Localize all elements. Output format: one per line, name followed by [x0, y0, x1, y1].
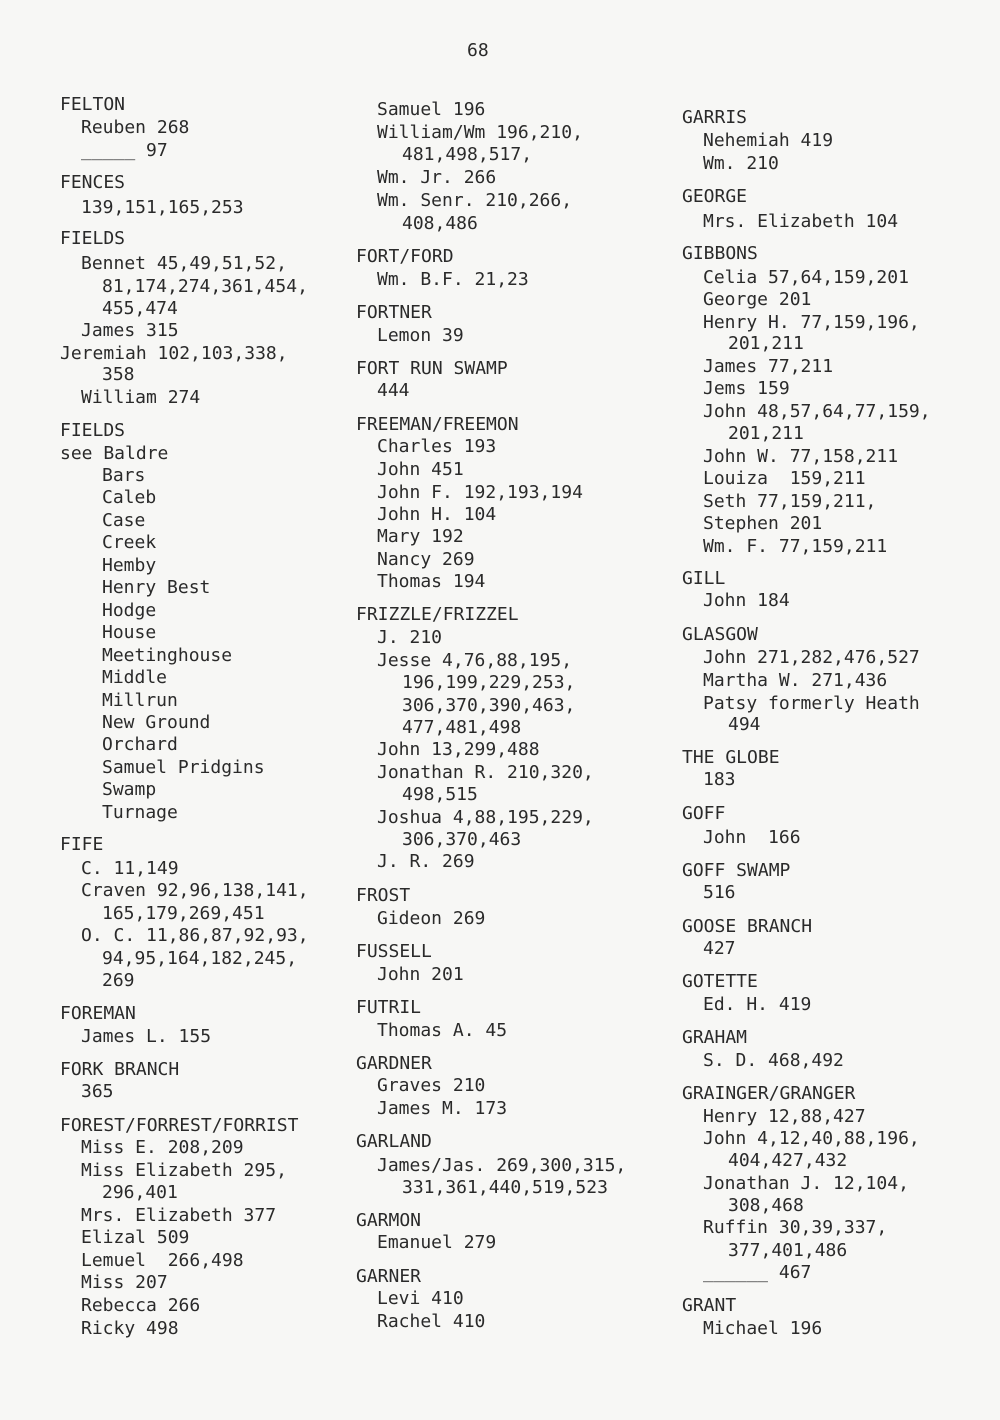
entry-line: John 184: [703, 590, 790, 611]
entry-line: 498,515: [402, 784, 478, 805]
entry-line: Jeremiah 102,103,338,: [60, 343, 288, 364]
page-number: 68: [467, 40, 489, 61]
entry-line: Miss Elizabeth 295,: [81, 1160, 287, 1181]
entry-line: Samuel Pridgins: [102, 757, 265, 778]
entry-heading: FUTRIL: [356, 997, 422, 1018]
entry-line: Wm. 210: [703, 153, 779, 174]
entry-line: 296,401: [102, 1182, 178, 1203]
entry-line: 306,370,463: [402, 829, 522, 850]
entry-heading: FORT RUN SWAMP: [356, 358, 508, 379]
entry-line: John 201: [377, 964, 464, 985]
entry-heading: FOREMAN: [60, 1003, 136, 1024]
entry-line: John W. 77,158,211: [703, 446, 899, 467]
entry-line: 183: [703, 769, 736, 790]
entry-line: 81,174,274,361,454,: [102, 276, 308, 297]
entry-line: 494: [728, 714, 761, 735]
entry-line: 516: [703, 882, 736, 903]
entry-line: 444: [377, 380, 410, 401]
entry-line: Bars: [102, 465, 146, 486]
entry-line: House: [102, 622, 157, 643]
entry-line: J. 210: [377, 627, 443, 648]
entry-heading: FORTNER: [356, 302, 432, 323]
entry-line: Seth 77,159,211,: [703, 491, 877, 512]
entry-line: John 451: [377, 459, 464, 480]
entry-heading: FENCES: [60, 172, 126, 193]
entry-line: Wm. B.F. 21,23: [377, 269, 529, 290]
entry-line: William 274: [81, 387, 201, 408]
entry-line: Rachel 410: [377, 1311, 486, 1332]
entry-line: Emanuel 279: [377, 1232, 497, 1253]
entry-line: 404,427,432: [728, 1150, 848, 1171]
entry-line: 201,211: [728, 333, 804, 354]
entry-line: 196,199,229,253,: [402, 672, 576, 693]
entry-line: James M. 173: [377, 1098, 508, 1119]
entry-heading: FORT/FORD: [356, 246, 454, 267]
entry-heading: GARNER: [356, 1266, 422, 1287]
entry-heading: GOFF SWAMP: [682, 860, 791, 881]
entry-line: Mrs. Elizabeth 377: [81, 1205, 277, 1226]
entry-line: Ricky 498: [81, 1318, 179, 1339]
entry-line: Levi 410: [377, 1288, 464, 1309]
entry-heading: GOTETTE: [682, 971, 758, 992]
entry-line: _____ 97: [81, 140, 168, 161]
entry-line: Jesse 4,76,88,195,: [377, 650, 573, 671]
entry-heading: FORK BRANCH: [60, 1059, 180, 1080]
entry-line: Swamp: [102, 779, 157, 800]
entry-line: Caleb: [102, 487, 157, 508]
entry-line: Jems 159: [703, 378, 790, 399]
entry-line: 427: [703, 938, 736, 959]
entry-line: Wm. Jr. 266: [377, 167, 497, 188]
entry-line: 481,498,517,: [402, 144, 533, 165]
entry-line: John 13,299,488: [377, 739, 540, 760]
entry-heading: GRAHAM: [682, 1027, 748, 1048]
entry-line: 306,370,390,463,: [402, 695, 576, 716]
entry-line: Jonathan R. 210,320,: [377, 762, 594, 783]
entry-line: 477,481,498: [402, 717, 522, 738]
entry-heading: FIELDS: [60, 228, 126, 249]
entry-line: 201,211: [728, 423, 804, 444]
entry-line: ______ 467: [703, 1262, 812, 1283]
entry-line: Martha W. 271,436: [703, 670, 888, 691]
entry-line: Ruffin 30,39,337,: [703, 1217, 888, 1238]
entry-line: J. R. 269: [377, 851, 475, 872]
entry-heading: GARRIS: [682, 107, 748, 128]
entry-line: John 4,12,40,88,196,: [703, 1128, 920, 1149]
entry-line: Michael 196: [703, 1318, 823, 1339]
entry-line: 358: [102, 364, 135, 385]
entry-line: Jonathan J. 12,104,: [703, 1173, 909, 1194]
entry-heading: FRIZZLE/FRIZZEL: [356, 604, 519, 625]
entry-line: Graves 210: [377, 1075, 486, 1096]
entry-heading: FELTON: [60, 94, 126, 115]
entry-heading: GILL: [682, 568, 726, 589]
entry-line: Henry H. 77,159,196,: [703, 312, 920, 333]
entry-line: James 77,211: [703, 356, 834, 377]
entry-line: see Baldre: [60, 443, 169, 464]
entry-line: 455,474: [102, 298, 178, 319]
entry-line: O. C. 11,86,87,92,93,: [81, 925, 309, 946]
entry-line: Louiza 159,211: [703, 468, 866, 489]
entry-heading: GEORGE: [682, 186, 748, 207]
entry-line: John F. 192,193,194: [377, 482, 583, 503]
entry-line: Orchard: [102, 734, 178, 755]
entry-heading: GARDNER: [356, 1053, 432, 1074]
entry-line: Hodge: [102, 600, 157, 621]
entry-line: Craven 92,96,138,141,: [81, 880, 309, 901]
entry-heading: GARMON: [356, 1210, 422, 1231]
entry-line: Stephen 201: [703, 513, 823, 534]
entry-line: John 48,57,64,77,159,: [703, 401, 931, 422]
entry-line: Charles 193: [377, 436, 497, 457]
entry-line: 165,179,269,451: [102, 903, 265, 924]
entry-line: Henry Best: [102, 577, 211, 598]
entry-heading: FIFE: [60, 834, 104, 855]
entry-line: 408,486: [402, 213, 478, 234]
entry-line: New Ground: [102, 712, 211, 733]
entry-line: Samuel 196: [377, 99, 486, 120]
entry-line: C. 11,149: [81, 858, 179, 879]
entry-heading: GOFF: [682, 803, 726, 824]
entry-line: Creek: [102, 532, 157, 553]
entry-line: Elizal 509: [81, 1227, 190, 1248]
entry-line: Case: [102, 510, 146, 531]
entry-line: Reuben 268: [81, 117, 190, 138]
entry-line: Mrs. Elizabeth 104: [703, 211, 899, 232]
entry-line: James 315: [81, 320, 179, 341]
entry-heading: GARLAND: [356, 1131, 432, 1152]
entry-line: Hemby: [102, 555, 157, 576]
entry-line: George 201: [703, 289, 812, 310]
entry-line: Lemon 39: [377, 325, 464, 346]
entry-line: Turnage: [102, 802, 178, 823]
entry-line: Wm. F. 77,159,211: [703, 536, 888, 557]
entry-line: Bennet 45,49,51,52,: [81, 253, 287, 274]
entry-line: Celia 57,64,159,201: [703, 267, 909, 288]
entry-heading: THE GLOBE: [682, 747, 780, 768]
entry-line: Lemuel 266,498: [81, 1250, 244, 1271]
entry-line: 269: [102, 970, 135, 991]
entry-heading: FUSSELL: [356, 941, 432, 962]
entry-line: 331,361,440,519,523: [402, 1177, 608, 1198]
entry-line: Thomas 194: [377, 571, 486, 592]
entry-line: Wm. Senr. 210,266,: [377, 190, 573, 211]
entry-line: 377,401,486: [728, 1240, 848, 1261]
entry-line: Ed. H. 419: [703, 994, 812, 1015]
entry-line: Miss 207: [81, 1272, 168, 1293]
entry-heading: FOREST/FORREST/FORRIST: [60, 1115, 299, 1136]
entry-line: James/Jas. 269,300,315,: [377, 1155, 627, 1176]
entry-line: Henry 12,88,427: [703, 1106, 866, 1127]
entry-line: Meetinghouse: [102, 645, 233, 666]
entry-heading: GOOSE BRANCH: [682, 916, 813, 937]
entry-line: Gideon 269: [377, 908, 486, 929]
entry-line: Mary 192: [377, 526, 464, 547]
entry-line: Millrun: [102, 690, 178, 711]
entry-heading: FROST: [356, 885, 411, 906]
entry-heading: FIELDS: [60, 420, 126, 441]
entry-line: Nehemiah 419: [703, 130, 834, 151]
entry-line: Middle: [102, 667, 168, 688]
entry-line: Miss E. 208,209: [81, 1137, 244, 1158]
entry-line: 365: [81, 1081, 114, 1102]
entry-line: Rebecca 266: [81, 1295, 201, 1316]
entry-heading: GIBBONS: [682, 243, 758, 264]
entry-line: John H. 104: [377, 504, 497, 525]
entry-heading: FREEMAN/FREEMON: [356, 414, 519, 435]
entry-line: James L. 155: [81, 1026, 212, 1047]
entry-line: John 166: [703, 827, 801, 848]
entry-line: William/Wm 196,210,: [377, 122, 583, 143]
entry-line: Patsy formerly Heath: [703, 693, 920, 714]
entry-line: 139,151,165,253: [81, 197, 244, 218]
entry-line: John 271,282,476,527: [703, 647, 920, 668]
entry-heading: GLASGOW: [682, 624, 758, 645]
entry-line: 308,468: [728, 1195, 804, 1216]
entry-line: Joshua 4,88,195,229,: [377, 807, 594, 828]
entry-line: S. D. 468,492: [703, 1050, 844, 1071]
entry-line: Nancy 269: [377, 549, 475, 570]
entry-heading: GRAINGER/GRANGER: [682, 1083, 856, 1104]
entry-line: Thomas A. 45: [377, 1020, 508, 1041]
entry-heading: GRANT: [682, 1295, 737, 1316]
entry-line: 94,95,164,182,245,: [102, 948, 298, 969]
